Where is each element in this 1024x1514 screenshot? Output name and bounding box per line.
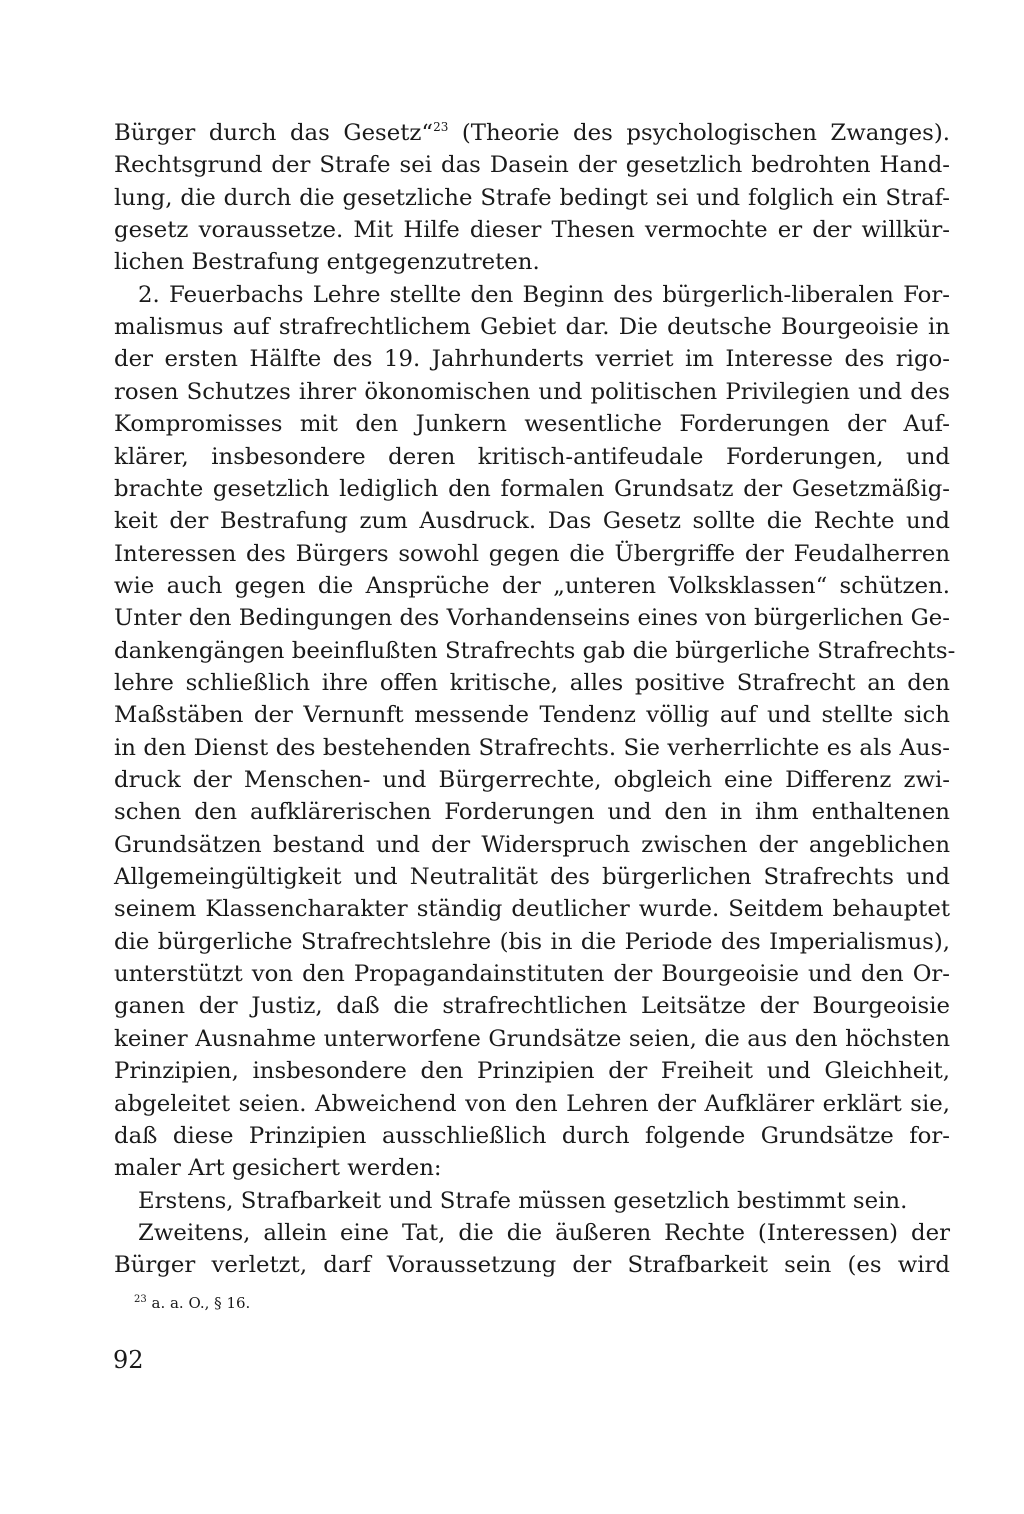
text-line-continuation: (Theorie des psychologischen Zwanges). bbox=[448, 120, 950, 146]
text-line bbox=[114, 311, 950, 343]
text-line bbox=[114, 149, 950, 181]
text-line bbox=[114, 764, 950, 796]
text-line-content: Allgemeingültigkeit und Neutralität des bürgerlichen Strafrechts und bbox=[114, 864, 950, 891]
text-line bbox=[114, 214, 950, 246]
text-line-content: lung, die durch die gesetzliche Strafe bedingt sei und folglich ein Straf- bbox=[114, 184, 950, 211]
text-line-content: keiner Ausnahme unterworfene Grundsätze seien, die aus den höchsten bbox=[114, 1025, 950, 1052]
text-line-content: seinem Klassencharakter ständig deutlicher wurde. Seitdem behauptet bbox=[114, 896, 950, 923]
text-line-content: die bürgerliche Strafrechtslehre (bis in die Periode des Imperialismus), bbox=[114, 928, 950, 955]
text-line-content: Bürger verletzt, darf Voraussetzung der Strafbarkeit sein (es wird bbox=[114, 1252, 950, 1279]
text-line-content: klärer, insbesondere deren kritisch-antifeudale Forderungen, und bbox=[114, 443, 950, 470]
text-line bbox=[114, 1217, 950, 1249]
text-line-content: Bürger durch das Gesetz“ bbox=[114, 120, 434, 146]
text-line-content: Grundsätzen bestand und der Widerspruch zwischen der angeblichen bbox=[114, 831, 950, 858]
text-line bbox=[114, 570, 950, 602]
text-line-content: in den Dienst des bestehenden Strafrechts. Sie verherrlichte es als Aus- bbox=[114, 734, 950, 761]
text-line bbox=[114, 246, 950, 278]
text-line bbox=[114, 1185, 950, 1217]
text-line bbox=[114, 1023, 950, 1055]
text-line-content: lehre schließlich ihre offen kritische, alles positive Strafrecht an den bbox=[114, 669, 950, 696]
text-line bbox=[114, 602, 950, 634]
text-line-content: daß diese Prinzipien ausschließlich durch folgende Grundsätze for- bbox=[114, 1122, 950, 1149]
text-line bbox=[114, 635, 956, 667]
text-line bbox=[114, 1088, 950, 1120]
text-line-content: malismus auf strafrechtlichem Gebiet dar. Die deutsche Bourgeoisie in bbox=[114, 314, 950, 341]
text-line bbox=[114, 732, 950, 764]
text-line-content: ganen der Justiz, daß die strafrechtlichen Leitsätze der Bourgeoisie bbox=[114, 993, 950, 1020]
text-line bbox=[114, 441, 950, 473]
text-line-content: Zweitens, allein eine Tat, die die äußeren Rechte (Interessen) der bbox=[138, 1219, 950, 1246]
text-line-content: maler Art gesichert werden: bbox=[114, 1155, 442, 1182]
text-line-content: keit der Bestrafung zum Ausdruck. Das Gesetz sollte die Rechte und bbox=[114, 508, 950, 535]
text-line bbox=[114, 861, 950, 893]
text-line bbox=[114, 699, 950, 731]
text-line bbox=[114, 473, 950, 505]
text-line-content: brachte gesetzlich lediglich den formalen Grundsatz der Gesetzmäßig- bbox=[114, 475, 950, 502]
text-line bbox=[114, 667, 950, 699]
text-line bbox=[114, 1055, 950, 1087]
text-line-content: rosen Schutzes ihrer ökonomischen und politischen Privilegien und des bbox=[114, 378, 950, 405]
text-line-content: Erstens, Strafbarkeit und Strafe müssen gesetzlich bestimmt sein. bbox=[138, 1187, 908, 1214]
text-line-content: gesetz voraussetze. Mit Hilfe dieser Thesen vermochte er der willkür- bbox=[114, 217, 950, 244]
text-line bbox=[114, 958, 950, 990]
text-line-content: Kompromisses mit den Junkern wesentliche Forderungen der Auf- bbox=[114, 411, 950, 438]
text-line bbox=[114, 1152, 950, 1184]
footnote-reference: 23 bbox=[433, 120, 449, 134]
footnote-text: a. a. O., § 16. bbox=[146, 1294, 251, 1312]
text-line-content: Prinzipien, insbesondere den Prinzipien der Freiheit und Gleichheit, bbox=[114, 1058, 950, 1085]
text-line-content: unterstützt von den Propagandainstituten der Bourgeoisie und den Or- bbox=[114, 961, 950, 988]
text-line-content: abgeleitet seien. Abweichend von den Lehren der Aufklärer erklärt sie, bbox=[114, 1090, 950, 1117]
footnote bbox=[134, 1292, 250, 1314]
text-line bbox=[114, 926, 950, 958]
text-line bbox=[114, 117, 950, 149]
text-line bbox=[114, 538, 950, 570]
text-line bbox=[114, 182, 950, 214]
text-line-content: wie auch gegen die Ansprüche der „unteren Volksklassen“ schützen. bbox=[114, 572, 950, 599]
text-line-content: 2. Feuerbachs Lehre stellte den Beginn des bürgerlich-liberalen For- bbox=[138, 281, 950, 308]
text-line bbox=[114, 505, 950, 537]
text-line-content: Unter den Bedingungen des Vorhandenseins eines von bürgerlichen Ge- bbox=[114, 605, 950, 632]
text-line bbox=[114, 1120, 950, 1152]
text-line bbox=[114, 343, 950, 375]
text-line-content: druck der Menschen- und Bürgerrechte, obgleich eine Differenz zwi- bbox=[114, 767, 950, 793]
text-line-content: dankengängen beeinflußten Strafrechts gab die bürgerliche Strafrechts- bbox=[114, 637, 956, 664]
text-line bbox=[114, 893, 950, 925]
page-number: 92 bbox=[113, 1346, 144, 1374]
text-line bbox=[114, 829, 950, 861]
text-line bbox=[114, 796, 950, 828]
text-line bbox=[114, 376, 950, 408]
text-line-content: Interessen des Bürgers sowohl gegen die Übergriffe der Feudalherren bbox=[114, 540, 950, 567]
text-line-content: Maßstäben der Vernunft messende Tendenz völlig auf und stellte sich bbox=[114, 702, 950, 729]
text-line bbox=[114, 408, 950, 440]
text-line bbox=[114, 990, 950, 1022]
footnote-number: 23 bbox=[134, 1294, 147, 1305]
text-line-content: schen den aufklärerischen Forderungen und den in ihm enthaltenen bbox=[114, 799, 950, 826]
text-line-content: lichen Bestrafung entgegenzutreten. bbox=[114, 249, 540, 276]
text-line bbox=[114, 1249, 950, 1281]
text-line-content: der ersten Hälfte des 19. Jahrhunderts verriet im Interesse des rigo- bbox=[114, 346, 950, 373]
text-line bbox=[114, 279, 950, 311]
text-line-content: Rechtsgrund der Strafe sei das Dasein der gesetzlich bedrohten Hand- bbox=[114, 152, 950, 179]
